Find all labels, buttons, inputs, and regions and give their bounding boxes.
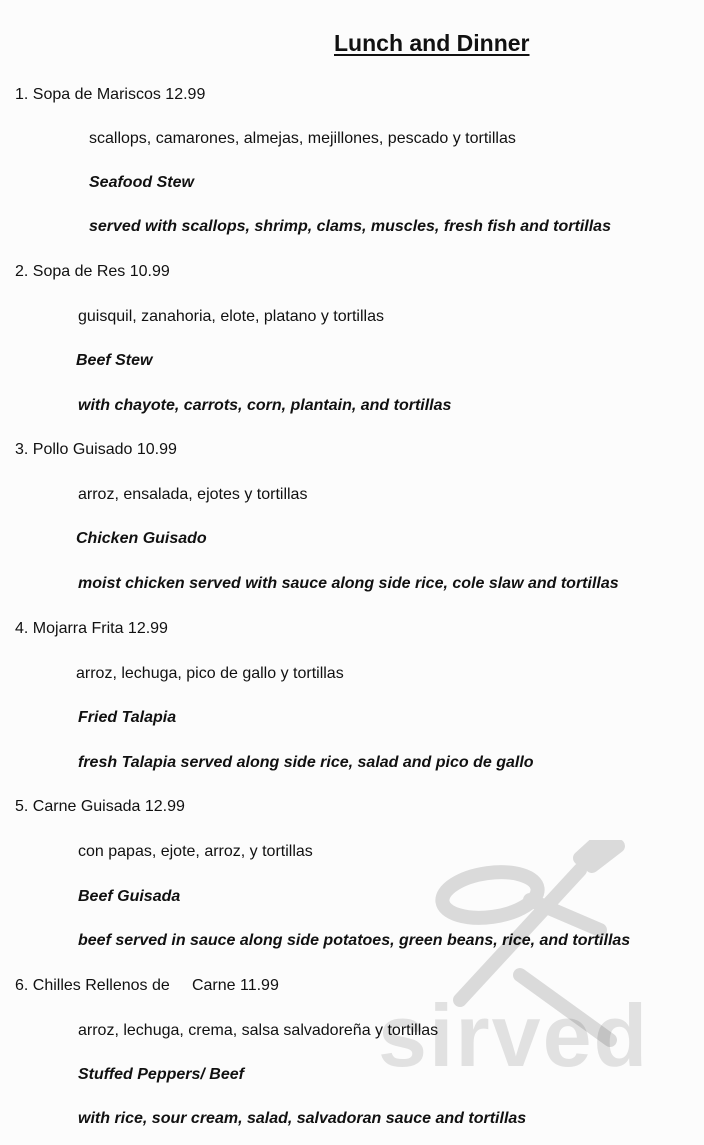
item-heading: 2. Sopa de Res 10.99 — [15, 263, 170, 280]
item-spanish-desc: guisquil, zanahoria, elote, platano y tortillas — [78, 308, 384, 325]
item-heading: 1. Sopa de Mariscos 12.99 — [15, 86, 206, 103]
item-heading: 5. Carne Guisada 12.99 — [15, 798, 185, 815]
item-spanish-desc: arroz, ensalada, ejotes y tortillas — [78, 486, 308, 503]
item-english-name: Stuffed Peppers/ Beef — [78, 1066, 244, 1083]
item-english-name: Beef Guisada — [78, 888, 181, 905]
item-english-name: Seafood Stew — [89, 174, 194, 191]
item-english-name: Fried Talapia — [78, 709, 177, 726]
item-spanish-desc: arroz, lechuga, pico de gallo y tortillas — [76, 665, 344, 682]
item-english-desc: with rice, sour cream, salad, salvadoran sauce and tortillas — [78, 1110, 527, 1127]
item-spanish-desc: scallops, camarones, almejas, mejillones, pescado y tortillas — [89, 130, 516, 147]
page-title: Lunch and Dinner — [334, 30, 530, 56]
item-english-desc: with chayote, carrots, corn, plantain, and tortillas — [78, 397, 452, 414]
item-spanish-desc: con papas, ejote, arroz, y tortillas — [78, 843, 313, 860]
item-heading: 4. Mojarra Frita 12.99 — [15, 620, 168, 637]
item-english-desc: served with scallops, shrimp, clams, muscles, fresh fish and tortillas — [89, 218, 611, 235]
item-heading: 3. Pollo Guisado 10.99 — [15, 441, 177, 458]
item-english-desc: beef served in sauce along side potatoes, green beans, rice, and tortillas — [78, 932, 631, 949]
item-heading: 6. Chilles Rellenos de Carne 11.99 — [15, 977, 279, 994]
watermark-text: sirved — [378, 986, 650, 1085]
item-english-desc: moist chicken served with sauce along side rice, cole slaw and tortillas — [78, 575, 619, 592]
item-spanish-desc: arroz, lechuga, crema, salsa salvadoreña y tortillas — [78, 1022, 439, 1039]
item-english-name: Beef Stew — [76, 352, 153, 369]
item-english-name: Chicken Guisado — [76, 530, 207, 547]
item-english-desc: fresh Talapia served along side rice, salad and pico de gallo — [78, 754, 534, 771]
